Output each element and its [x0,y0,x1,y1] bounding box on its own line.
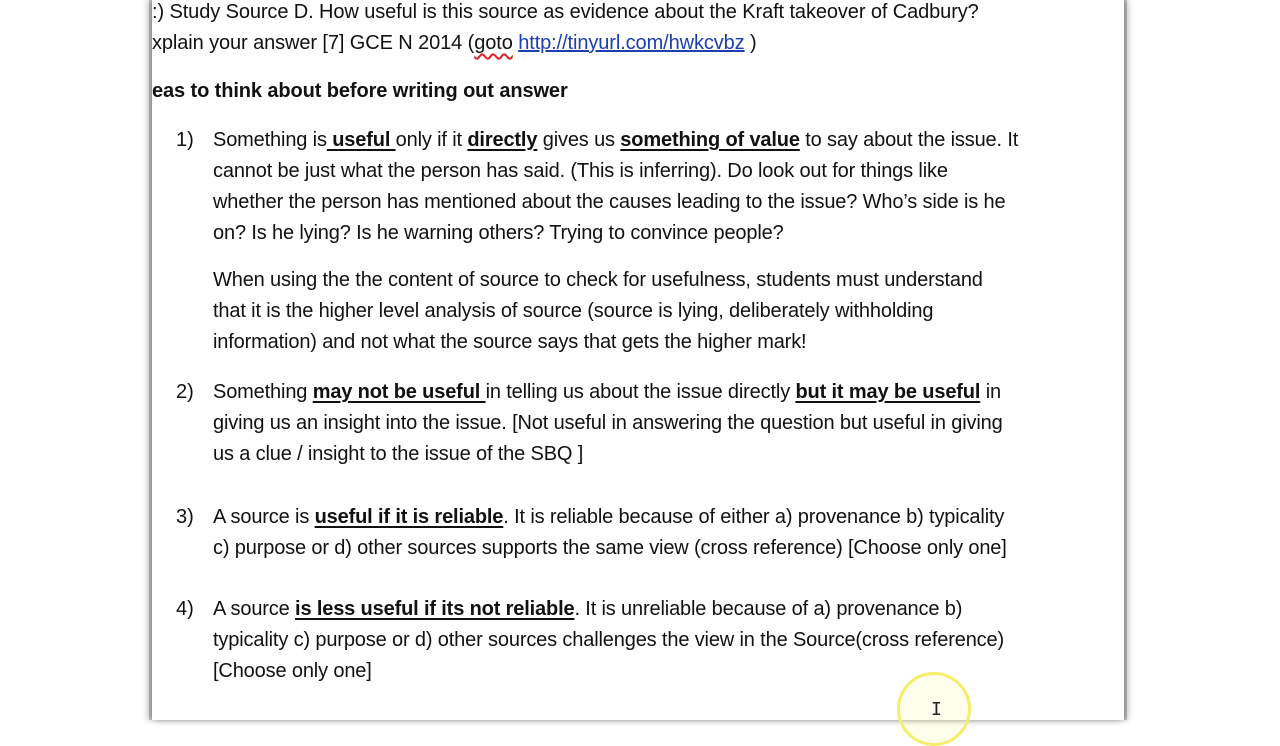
point-4-line-2: typicality c) purpose or d) other sources challenges the view in the Source(cross reference) [213,629,1005,651]
emphasis-useful: useful [326,129,396,151]
text-run: A source is [213,506,315,528]
point-4-line-1 [213,597,962,621]
text-run: to say about the issue. It [799,129,1019,151]
question-line-1: :) Study Source D. How useful is this source as evidence about the Kraft takeover of Cadbury? [152,1,979,23]
point-1-line-1 [213,128,1018,152]
page-edge-right [1124,0,1127,720]
text-run: gives us [537,129,621,151]
emphasis-something-of-value: something of value [620,129,800,151]
emphasis-may-not-be-useful: may not be useful [312,381,486,403]
point-1-para-2-line-1: When using the the content of source to check for usefulness, students must understand [213,269,983,291]
text-run: in [980,381,1001,403]
ideas-heading: eas to think about before writing out answer [152,80,568,102]
question-line-2-close: ) [744,32,757,54]
list-number-4: 4) [176,598,194,620]
goto-word: goto [474,32,513,54]
text-run: only if it [395,129,468,151]
list-number-3: 3) [176,506,194,528]
question-line-2 [152,31,757,55]
point-1-line-4: on? Is he lying? Is he warning others? Trying to convince people? [213,222,784,244]
point-1-line-2: cannot be just what the person has said. (This is inferring). Do look out for things like [213,160,948,182]
tinyurl-link[interactable]: http://tinyurl.com/hwkcvbz [518,32,745,54]
text-run: in telling us about the issue directly [485,381,796,403]
text-run: A source [213,598,296,620]
point-3-line-2: c) purpose or d) other sources supports the same view (cross reference) [Choose only one] [213,537,1007,559]
point-1-para-2-line-2: that it is the higher level analysis of source (source is lying, deliberately withholding [213,300,934,322]
list-number-1: 1) [176,129,194,151]
text-run: . It is reliable because of either a) provenance b) typicality [503,506,1005,528]
emphasis-but-it-may-be-useful: but it may be useful [795,381,981,403]
point-2-line-1 [213,380,1001,404]
point-1-line-3: whether the person has mentioned about the causes leading to the issue? Who’s side is he [213,191,1006,213]
point-2-line-2: giving us an insight into the issue. [Not useful in answering the question but useful in giving [213,412,1003,434]
emphasis-useful-if-reliable: useful if it is reliable [314,506,504,528]
point-1-para-2-line-3: information) and not what the source says that gets the higher mark! [213,331,807,353]
text-run: Something is [213,129,327,151]
question-line-2-text: xplain your answer [7] GCE N 2014 ( [152,32,475,54]
point-3-line-1 [213,505,1004,529]
text-run: . It is unreliable because of a) provenance b) [574,598,963,620]
document-page[interactable] [152,0,1124,720]
point-2-line-3: us a clue / insight to the issue of the SBQ ] [213,443,584,465]
list-number-2: 2) [176,381,194,403]
text-run: Something [213,381,313,403]
text-cursor-icon: I [931,699,942,720]
emphasis-less-useful: is less useful if its not reliable [295,598,575,620]
point-4-line-3: [Choose only one] [213,660,372,682]
emphasis-directly: directly [467,129,538,151]
